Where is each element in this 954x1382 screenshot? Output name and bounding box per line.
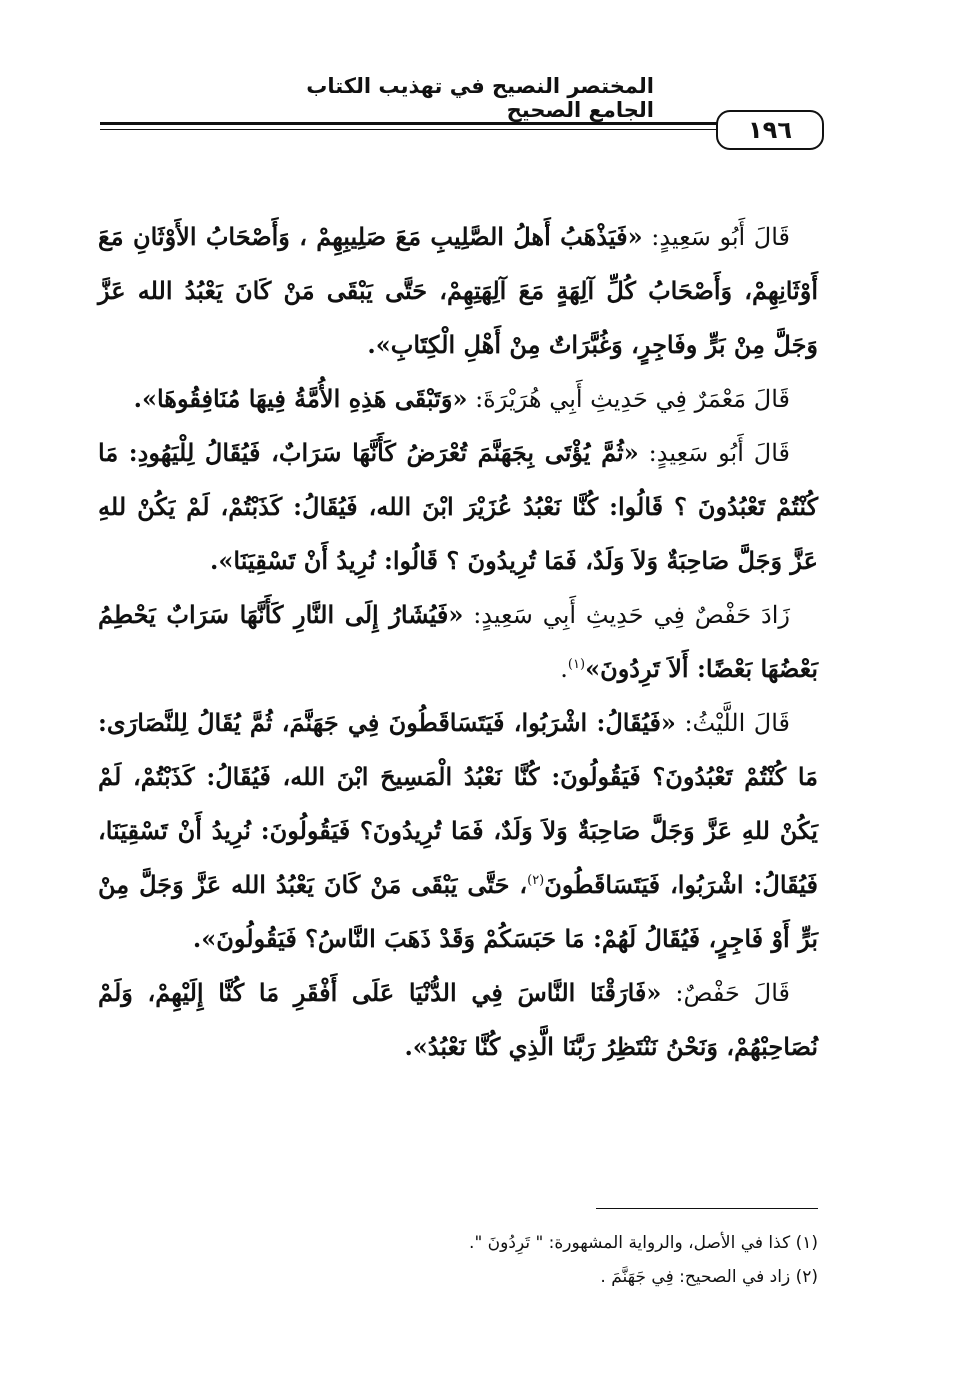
speaker: قَالَ حَفْصٌ:: [675, 979, 790, 1007]
header-rule-thin: [100, 129, 720, 130]
paragraph-3: [98, 426, 818, 588]
main-text: [98, 210, 818, 1074]
footnote-ref-2[interactable]: (٢): [527, 873, 545, 888]
paragraph-4: [98, 588, 818, 696]
speaker: قَالَ مَعْمَرٌ فِي حَدِيثِ أَبِي هُرَيْرَةَ:: [475, 385, 790, 413]
footnote-1: (١) كذا في الأصل، والرواية المشهورة: " تَرِدُونَ ".: [469, 1233, 818, 1253]
quotation: «وَتَبْقَى هَذِهِ الأُمَّةُ فِيهَا مُنَافِقُوهَا».: [133, 384, 468, 413]
quotation: «ثُمَّ يُؤْتَى بِجَهَنَّمَ تُعْرَضُ كَأَنَّهَا سَرَابٌ، فَيُقَالُ لِلْيَهُودِ: مَا كُنْتُمْ تَعْبُدُونَ ؟ قَالُوا: كُنَّا نَعْبُدُ عُزَيْرَ ابْنَ الله، فَيُقَالُ: كَذَبْتُمْ، لَمْ يَكُنْ للهِ عَزَّ وَجَلَّ صَاحِبَةٌ وَلاَ وَلَدٌ، فَمَا تُرِيدُونَ ؟ قَالُوا: نُرِيدُ أَنْ تَسْقِيَنَا».: [98, 438, 818, 575]
quotation-continued: ، حَتَّى يَبْقَى مَنْ كَانَ يَعْبُدُ الله عَزَّ وَجَلَّ مِنْ بَرٍّ أَوْ فَاجِرٍ، فَيُقَالُ لَهُمْ: مَا حَبَسَكُمْ وَقَدْ ذَهَبَ النَّاسُ؟ فَيَقُولُونَ».: [98, 870, 818, 953]
quotation: «فَارَقْنَا النَّاسَ فِي الدُّنْيَا عَلَى أَفْقَرِ مَا كُنَّا إِلَيْهِمْ، وَلَمْ نُصَاحِبْهُمْ، وَنَحْنُ نَنْتَظِرُ رَبَّنَا الَّذِي كُنَّا نَعْبُدُ».: [98, 978, 818, 1061]
speaker: قَالَ أَبُو سَعِيدٍ:: [648, 439, 791, 467]
paragraph-1: [98, 210, 818, 372]
quotation: «فَيَذْهَبُ أَهلُ الصَّلِيبِ مَعَ صَلِيبِهِمْ ، وَأَصْحَابُ الأَوْثَانِ مَعَ أَوْثَانِهِمْ، وَأَصْحَابُ كُلِّ آلِهَةٍ مَعَ آلِهَتِهِمْ، حَتَّى يَبْقَى مَنْ كَانَ يَعْبُدُ الله عَزَّ وَجَلَّ مِنْ بَرٍّ وفَاجِرٍ، وَغُبَّرَاتٌ مِنْ أَهْلِ الْكِتَابِ».: [98, 222, 818, 359]
quotation: «فَيُقَالُ: اشْرَبُوا، فَيَتَسَاقَطُونَ فِي جَهَنَّمَ، ثُمَّ يُقَالُ لِلنَّصَارَى: مَا كُنْتُمْ تَعْبُدُونَ؟ فَيَقُولُونَ: كُنَّا نَعْبُدُ الْمَسِيحَ ابْنَ الله، فَيُقَالُ: كَذَبْتُمْ، لَمْ يَكُنْ للهِ عَزَّ وَجَلَّ صَاحِبَةٌ وَلاَ وَلَدٌ، فَمَا تُرِيدُونَ؟ فَيَقُولُونَ: نُرِيدُ أَنْ تَسْقِيَنَا، فَيُقَالُ: اشْرَبُوا، فَيَتَسَاقَطُونَ: [98, 708, 819, 899]
quotation: «فَيُشَارُ إِلَى النَّارِ كَأَنَّهَا سَرَابٌ يَحْطِمُ بَعْضُهَا بَعْضًا: أَلاَ تَرِدُونَ»: [98, 600, 818, 683]
paragraph-2: [98, 372, 818, 426]
footnote-separator: [596, 1208, 818, 1209]
paragraph-5: [98, 696, 818, 966]
paragraph-tail: .: [560, 655, 568, 683]
running-title: المختصر النصيح في تهذيب الكتاب الجامع الصحيح: [306, 74, 654, 122]
footnotes: [300, 1226, 818, 1294]
header-rule-thick: [100, 122, 720, 125]
speaker: قَالَ اللَّيْثُ:: [684, 709, 790, 737]
paragraph-6: [98, 966, 818, 1074]
speaker: قَالَ أَبُو سَعِيدٍ:: [651, 223, 791, 251]
page-number: ١٩٦: [716, 110, 824, 150]
footnote-2: (٢) زاد في الصحيح: فِي جَهَنَّمَ .: [600, 1267, 818, 1287]
speaker: زَادَ حَفْصٌ فِي حَدِيثِ أَبِي سَعِيدٍ:: [473, 601, 790, 629]
footnote-ref-1[interactable]: (١): [567, 657, 586, 672]
